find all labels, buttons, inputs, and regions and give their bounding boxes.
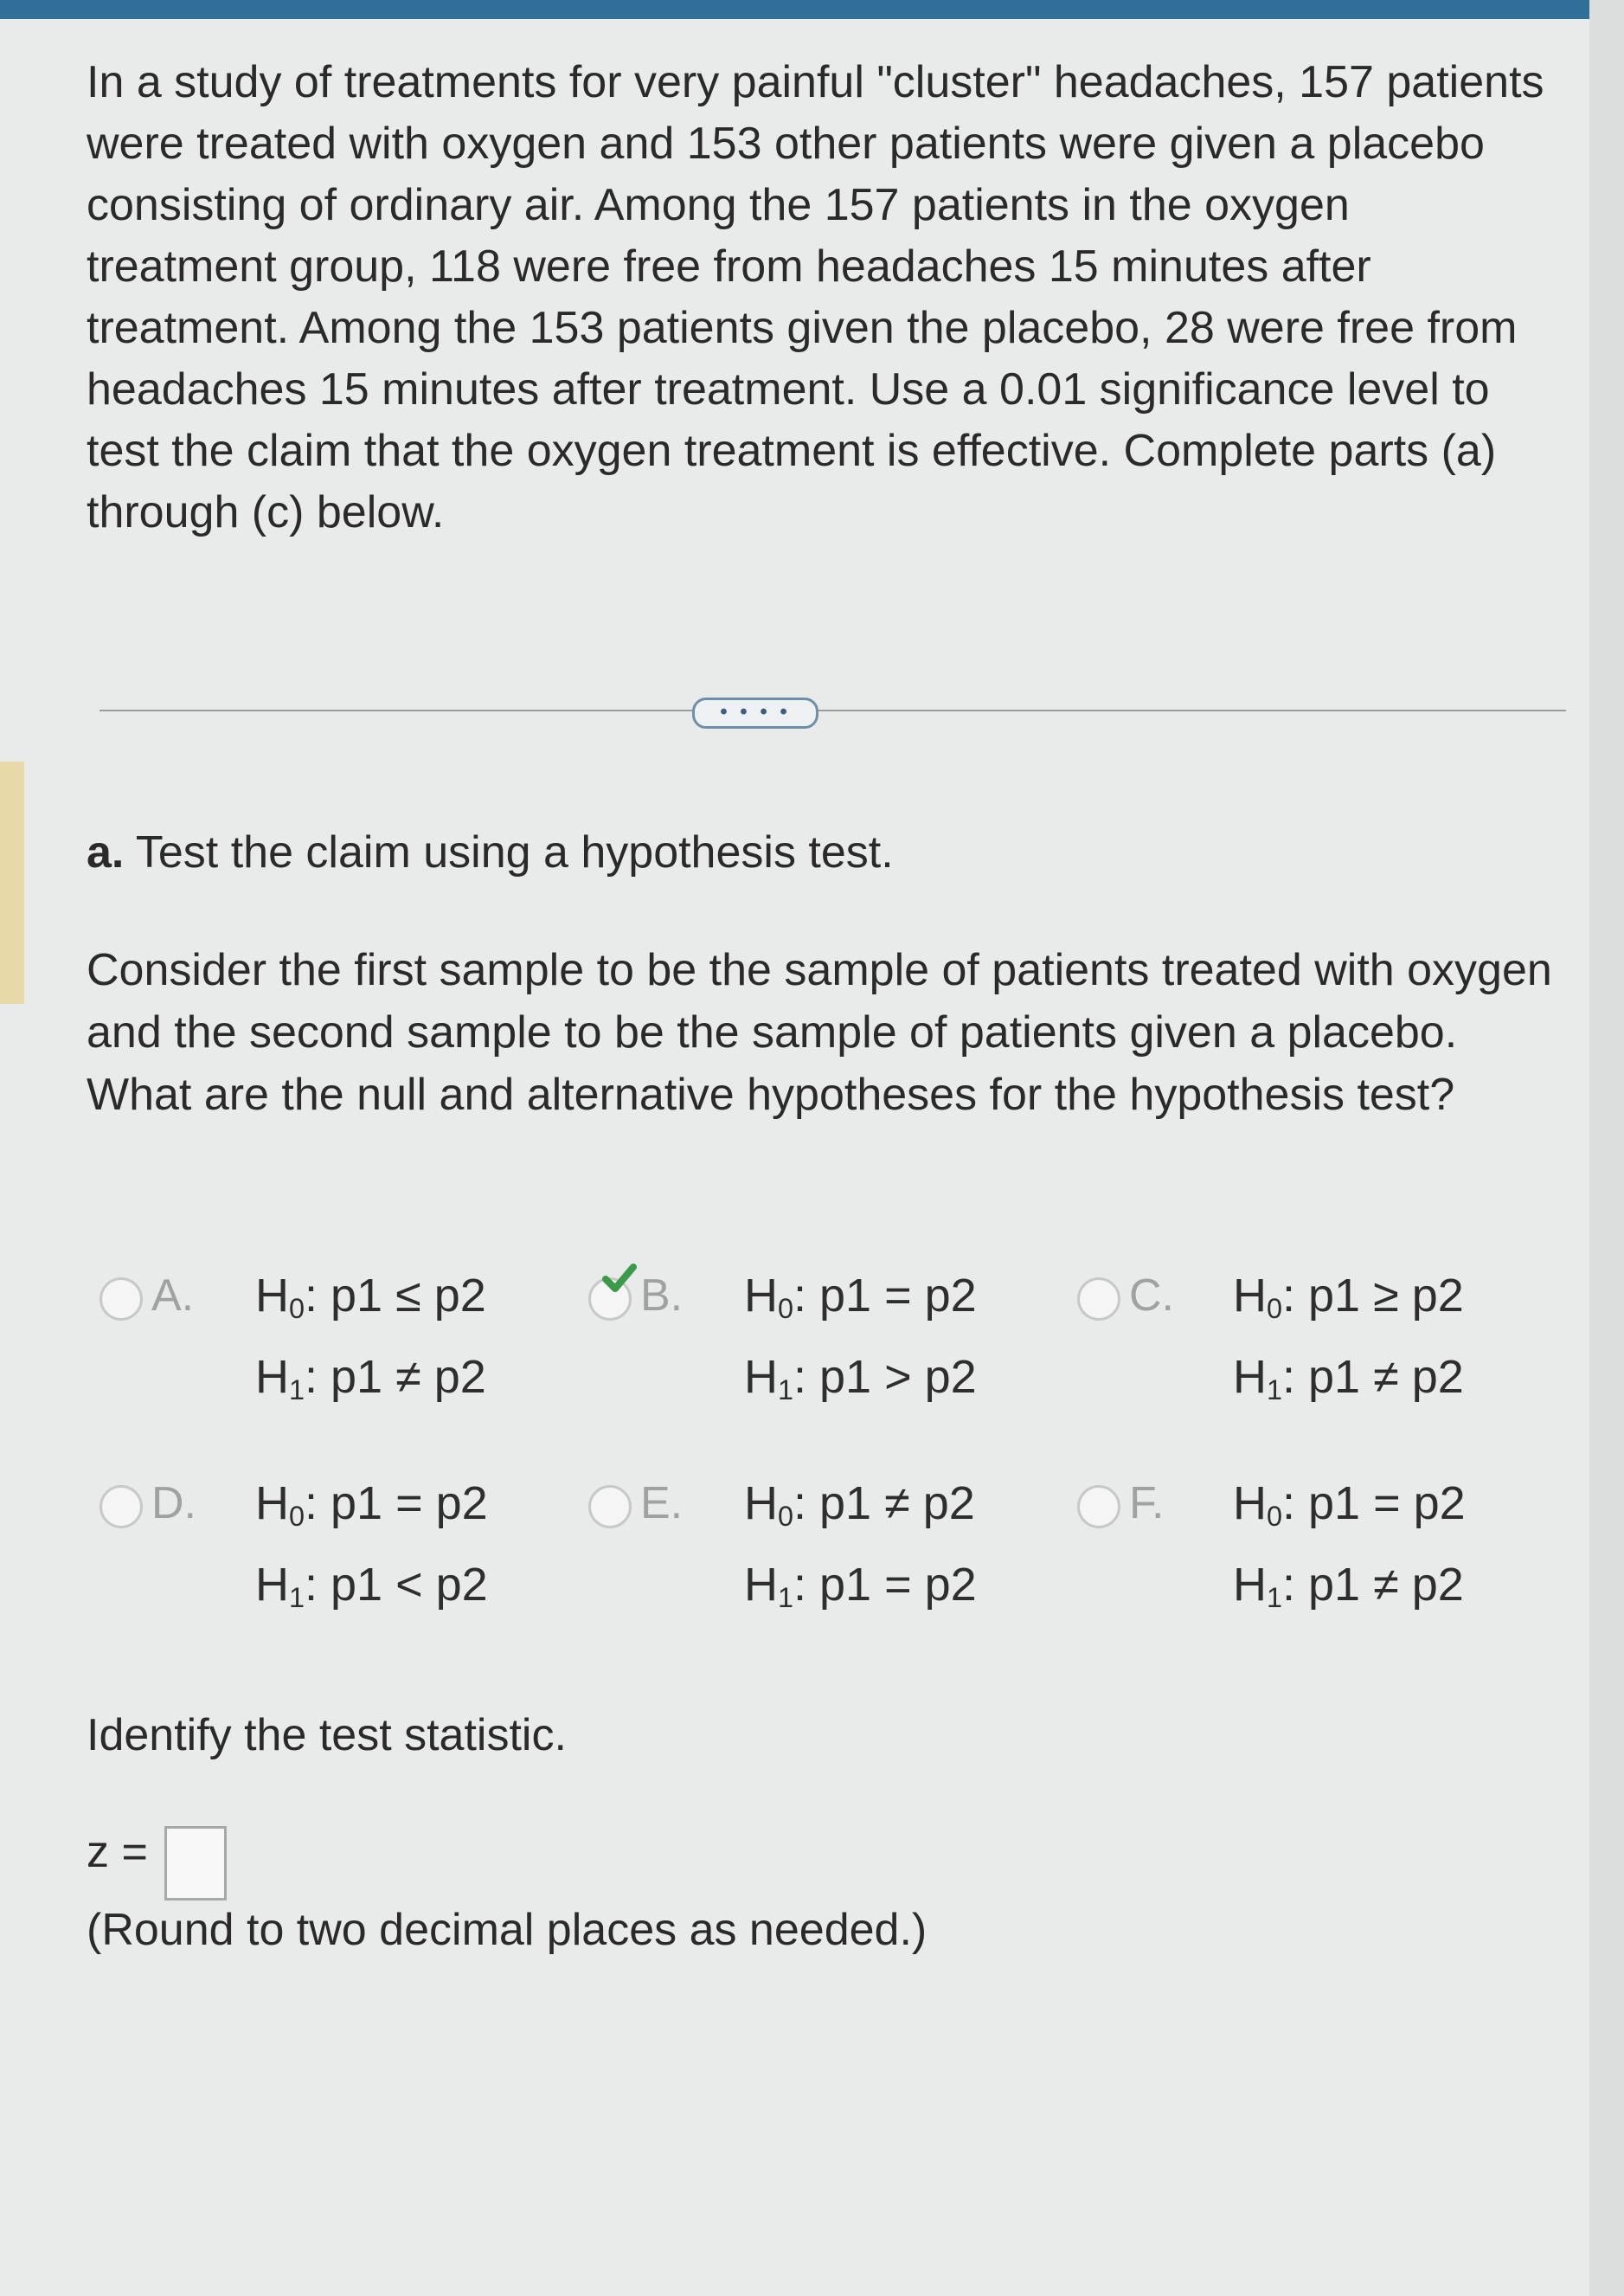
option-f-radio[interactable] bbox=[1077, 1485, 1120, 1528]
hypothesis-question: Consider the first sample to be the sample of patients treated with oxygen and the second sample to be the sample of patients given a placebo. What are the null and alternative hypotheses for the hypothesis test? bbox=[87, 945, 1552, 1120]
top-header-strip bbox=[0, 0, 1624, 19]
z-label: z = bbox=[87, 1827, 148, 1877]
option-e-h0: $H_0$: p1 ≠ p2 bbox=[744, 1477, 975, 1532]
section-divider bbox=[99, 710, 1566, 711]
option-c-h1: $H_1$: p1 ≠ p2 bbox=[1233, 1351, 1464, 1405]
option-b-h0: $H_0$: p1 = p2 bbox=[744, 1270, 977, 1324]
part-a-letter: a. bbox=[87, 827, 125, 878]
option-e-h1: $H_1$: p1 = p2 bbox=[744, 1559, 977, 1613]
option-d-radio[interactable] bbox=[99, 1485, 143, 1528]
option-d-h0: $H_0$: p1 = p2 bbox=[255, 1477, 488, 1532]
option-a-letter: A. bbox=[151, 1270, 195, 1321]
part-a-text: Test the claim using a hypothesis test. bbox=[124, 827, 894, 878]
option-c-radio[interactable] bbox=[1077, 1277, 1120, 1321]
option-e-letter: E. bbox=[640, 1478, 684, 1528]
problem-container bbox=[87, 52, 1575, 543]
option-f-h0: $H_0$: p1 = p2 bbox=[1233, 1477, 1466, 1532]
option-d-letter: D. bbox=[151, 1478, 196, 1528]
option-f-h1: $H_1$: p1 ≠ p2 bbox=[1233, 1559, 1464, 1613]
option-d-h1: $H_1$: p1 < p2 bbox=[255, 1559, 488, 1613]
option-b-h1: $H_1$: p1 > p2 bbox=[744, 1351, 977, 1405]
option-e-radio[interactable] bbox=[588, 1485, 632, 1528]
rounding-instruction: (Round to two decimal places as needed.) bbox=[87, 1905, 928, 1955]
z-answer-input[interactable] bbox=[164, 1826, 227, 1900]
option-f-letter: F. bbox=[1129, 1478, 1165, 1528]
option-b-letter: B. bbox=[640, 1270, 684, 1321]
z-answer-row bbox=[87, 1826, 148, 1878]
left-accent-bar bbox=[0, 762, 24, 1004]
expand-more-button[interactable]: • • • • bbox=[692, 698, 818, 729]
right-edge bbox=[1589, 0, 1624, 2296]
option-c-h0: $H_0$: p1 ≥ p2 bbox=[1233, 1270, 1464, 1324]
option-c-letter: C. bbox=[1129, 1270, 1174, 1321]
test-statistic-label: Identify the test statistic. bbox=[87, 1710, 567, 1760]
checkmark-icon bbox=[602, 1262, 637, 1296]
problem-text: In a study of treatments for very painful "cluster" headaches, 157 patients were treated with oxygen and 153 other patients were given a placebo consisting of ordinary air. Among the 157 patients in the oxygen treatment group, 118 were free from headaches 15 minutes after treatment. Among the 153 patients given the placebo, 28 were free from headaches 15 minutes after treatment. Use a 0.01 significance level to test the claim that the oxygen treatment is effective. Complete parts (a) through (c) below. bbox=[87, 57, 1544, 537]
part-a-heading bbox=[87, 826, 894, 878]
option-a-h1: $H_1$: p1 ≠ p2 bbox=[255, 1351, 486, 1405]
option-a-radio[interactable] bbox=[99, 1277, 143, 1321]
option-a-h0: $H_0$: p1 ≤ p2 bbox=[255, 1270, 486, 1324]
